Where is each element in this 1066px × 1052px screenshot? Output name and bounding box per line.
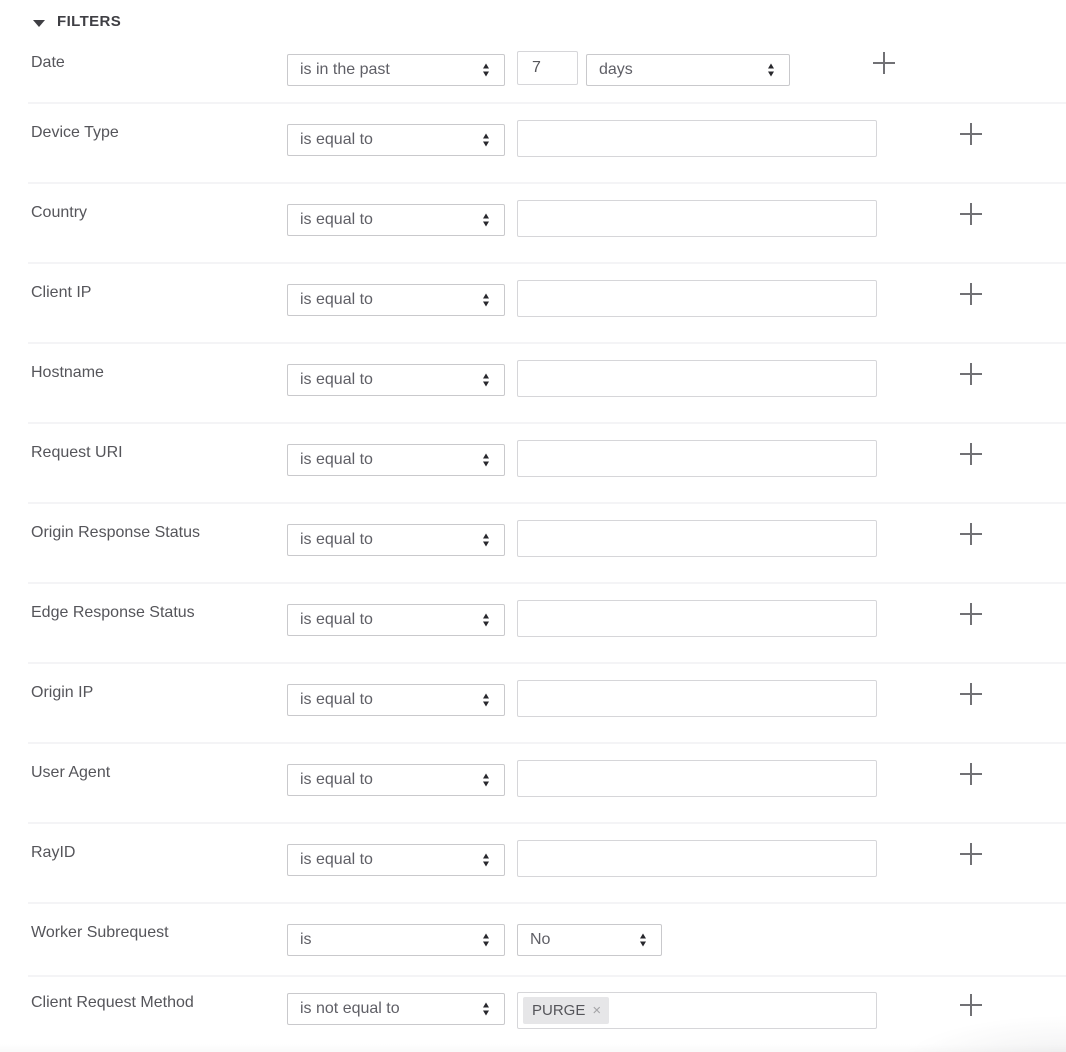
origin-response-status-operator-select[interactable]: [287, 524, 505, 556]
plus-icon: [960, 843, 982, 865]
up-down-stepper-icon: [483, 854, 490, 867]
filter-row-edge-response-status: [0, 584, 1066, 664]
user-agent-operator-select[interactable]: [287, 764, 505, 796]
up-down-stepper-icon: [483, 534, 490, 547]
origin-ip-label: Origin IP: [31, 684, 94, 701]
up-down-stepper-icon: [483, 64, 490, 77]
filters-title: FILTERS: [57, 13, 122, 30]
client-request-method-add-filter-button[interactable]: [960, 994, 982, 1016]
up-down-stepper-icon: [640, 934, 647, 947]
edge-response-status-value-input[interactable]: [517, 600, 877, 637]
date-operator-select[interactable]: [287, 54, 505, 86]
worker-subrequest-operator-value: is: [300, 931, 312, 948]
worker-subrequest-value: No: [530, 931, 551, 948]
country-operator-select[interactable]: [287, 204, 505, 236]
up-down-stepper-icon: [483, 214, 490, 227]
plus-icon: [960, 994, 982, 1016]
device-type-value-input[interactable]: [517, 120, 877, 157]
origin-response-status-label: Origin Response Status: [31, 524, 200, 541]
country-add-filter-button[interactable]: [960, 203, 982, 225]
user-agent-add-filter-button[interactable]: [960, 763, 982, 785]
plus-icon: [960, 523, 982, 545]
plus-icon: [873, 52, 895, 74]
hostname-operator-select[interactable]: [287, 364, 505, 396]
origin-response-status-operator-value: is equal to: [300, 531, 373, 548]
up-down-stepper-icon: [483, 614, 490, 627]
filter-row-country: [0, 184, 1066, 264]
request-uri-operator-value: is equal to: [300, 451, 373, 468]
method-tag-purge: [523, 997, 609, 1024]
client-request-method-label: Client Request Method: [31, 994, 194, 1011]
date-quantity-input[interactable]: [517, 51, 578, 85]
date-add-filter-button[interactable]: [873, 52, 895, 74]
plus-icon: [960, 203, 982, 225]
device-type-operator-select[interactable]: [287, 124, 505, 156]
filter-row-client-request-method: [0, 977, 1066, 1052]
edge-response-status-add-filter-button[interactable]: [960, 603, 982, 625]
origin-response-status-value-input[interactable]: [517, 520, 877, 557]
user-agent-operator-value: is equal to: [300, 771, 373, 788]
up-down-stepper-icon: [483, 454, 490, 467]
country-operator-value: is equal to: [300, 211, 373, 228]
plus-icon: [960, 363, 982, 385]
edge-response-status-operator-select[interactable]: [287, 604, 505, 636]
up-down-stepper-icon: [768, 64, 775, 77]
up-down-stepper-icon: [483, 694, 490, 707]
filters-header: [0, 0, 1066, 45]
client-ip-add-filter-button[interactable]: [960, 283, 982, 305]
filter-row-device-type: [0, 104, 1066, 184]
date-label: Date: [31, 54, 65, 71]
rayid-operator-value: is equal to: [300, 851, 373, 868]
edge-response-status-operator-value: is equal to: [300, 611, 373, 628]
rayid-operator-select[interactable]: [287, 844, 505, 876]
plus-icon: [960, 763, 982, 785]
client-request-method-tags-input[interactable]: [517, 992, 877, 1029]
client-ip-label: Client IP: [31, 284, 92, 301]
worker-subrequest-operator-select[interactable]: [287, 924, 505, 956]
device-type-add-filter-button[interactable]: [960, 123, 982, 145]
up-down-stepper-icon: [483, 294, 490, 307]
filter-row-date: [0, 45, 1066, 104]
origin-ip-operator-select[interactable]: [287, 684, 505, 716]
up-down-stepper-icon: [483, 134, 490, 147]
rayid-label: RayID: [31, 844, 76, 861]
plus-icon: [960, 123, 982, 145]
user-agent-label: User Agent: [31, 764, 111, 781]
filter-row-rayid: [0, 824, 1066, 904]
hostname-operator-value: is equal to: [300, 371, 373, 388]
device-type-label: Device Type: [31, 124, 119, 141]
edge-response-status-label: Edge Response Status: [31, 604, 195, 621]
rayid-add-filter-button[interactable]: [960, 843, 982, 865]
client-request-method-operator-select[interactable]: [287, 993, 505, 1025]
collapse-triangle-icon[interactable]: [33, 20, 45, 27]
client-ip-operator-value: is equal to: [300, 291, 373, 308]
worker-subrequest-value-select[interactable]: [517, 924, 662, 956]
tag-remove-x-icon[interactable]: ×: [592, 1002, 602, 1019]
filter-row-origin-ip: [0, 664, 1066, 744]
filter-row-user-agent: [0, 744, 1066, 824]
filter-row-client-ip: [0, 264, 1066, 344]
client-request-method-operator-value: is not equal to: [300, 1000, 400, 1017]
device-type-operator-value: is equal to: [300, 131, 373, 148]
rayid-value-input[interactable]: [517, 840, 877, 877]
date-unit-select[interactable]: [586, 54, 790, 86]
request-uri-add-filter-button[interactable]: [960, 443, 982, 465]
request-uri-value-input[interactable]: [517, 440, 877, 477]
origin-ip-value-input[interactable]: [517, 680, 877, 717]
hostname-label: Hostname: [31, 364, 104, 381]
up-down-stepper-icon: [483, 1003, 490, 1016]
date-unit-value: days: [599, 61, 633, 78]
method-tag-text: PURGE: [532, 1002, 586, 1019]
filter-row-origin-response-status: [0, 504, 1066, 584]
request-uri-operator-select[interactable]: [287, 444, 505, 476]
user-agent-value-input[interactable]: [517, 760, 877, 797]
origin-ip-operator-value: is equal to: [300, 691, 373, 708]
date-operator-value: is in the past: [300, 61, 390, 78]
origin-response-status-add-filter-button[interactable]: [960, 523, 982, 545]
up-down-stepper-icon: [483, 374, 490, 387]
country-value-input[interactable]: [517, 200, 877, 237]
plus-icon: [960, 443, 982, 465]
plus-icon: [960, 283, 982, 305]
client-ip-value-input[interactable]: [517, 280, 877, 317]
worker-subrequest-label: Worker Subrequest: [31, 924, 169, 941]
up-down-stepper-icon: [483, 934, 490, 947]
request-uri-label: Request URI: [31, 444, 123, 461]
hostname-value-input[interactable]: [517, 360, 877, 397]
plus-icon: [960, 683, 982, 705]
origin-ip-add-filter-button[interactable]: [960, 683, 982, 705]
country-label: Country: [31, 204, 88, 221]
filter-row-request-uri: [0, 424, 1066, 504]
filter-row-hostname: [0, 344, 1066, 424]
hostname-add-filter-button[interactable]: [960, 363, 982, 385]
filter-row-worker-subrequest: [0, 904, 1066, 977]
client-ip-operator-select[interactable]: [287, 284, 505, 316]
up-down-stepper-icon: [483, 774, 490, 787]
plus-icon: [960, 603, 982, 625]
